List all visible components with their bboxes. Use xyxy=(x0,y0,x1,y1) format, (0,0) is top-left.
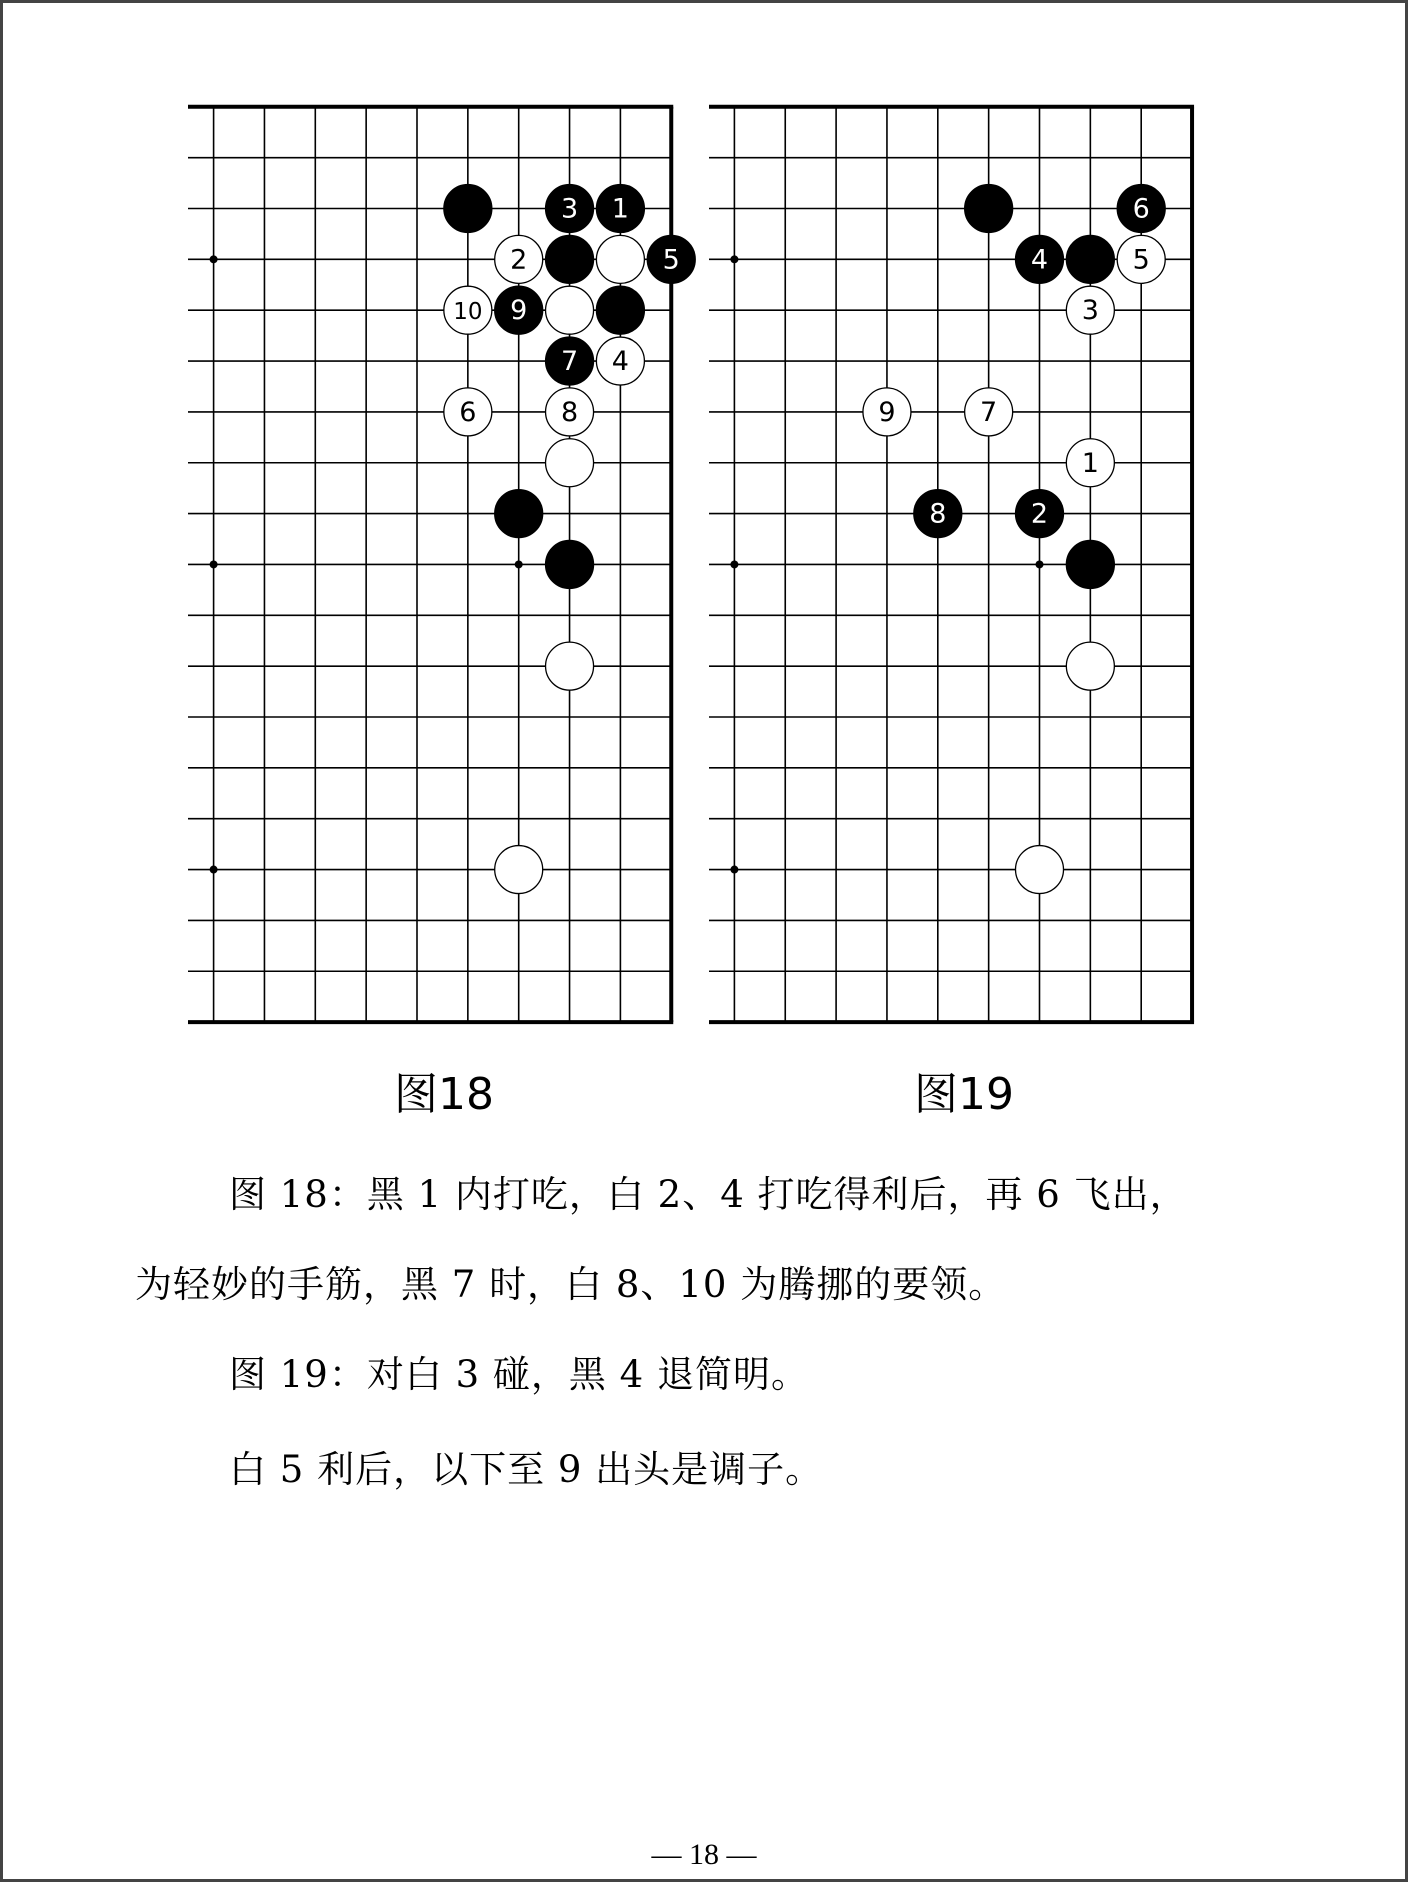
white-stone xyxy=(546,439,594,487)
stone-move-number: 4 xyxy=(1030,244,1049,276)
paragraph-line-4: 白 5 利后，以下至 9 出头是调子。 xyxy=(229,1448,824,1491)
stone-move-number: 9 xyxy=(878,396,896,428)
stone-move-number: 4 xyxy=(611,346,629,378)
star-point xyxy=(210,560,218,568)
stone-move-number: 7 xyxy=(560,346,579,378)
star-point xyxy=(515,560,523,568)
stone-move-number: 5 xyxy=(662,244,680,276)
stone-move-number: 2 xyxy=(510,244,528,276)
stone-move-number: 8 xyxy=(560,396,579,428)
star-point xyxy=(210,255,218,263)
black-stone xyxy=(495,490,543,538)
diagram-caption-18: 图18 xyxy=(394,1069,494,1120)
diagram-caption-19: 图19 xyxy=(914,1069,1014,1120)
stone-move-number: 6 xyxy=(1132,193,1150,225)
black-stone xyxy=(546,235,594,283)
paragraph-line-2: 为轻妙的手筋，黑 7 时，白 8、10 为腾挪的要领。 xyxy=(135,1263,1007,1306)
black-stone xyxy=(965,185,1013,233)
black-stone xyxy=(1066,540,1114,588)
stone-move-number: 5 xyxy=(1132,244,1150,276)
paragraph-line-3: 图 19：对白 3 碰，黑 4 退简明。 xyxy=(229,1353,809,1396)
white-stone xyxy=(1066,642,1114,690)
stone-move-number: 2 xyxy=(1030,498,1049,530)
white-stone xyxy=(495,846,543,894)
stone-move-number: 9 xyxy=(510,295,528,327)
white-stone xyxy=(546,642,594,690)
star-point xyxy=(1036,560,1044,568)
stone-move-number: 7 xyxy=(980,396,998,428)
stone-move-number: 3 xyxy=(1081,295,1099,327)
white-stone xyxy=(1016,846,1064,894)
star-point xyxy=(730,866,738,874)
stone-move-number: 8 xyxy=(929,498,947,530)
stone-move-number: 6 xyxy=(459,396,477,428)
page-number: — 18 — xyxy=(651,1838,757,1871)
black-stone xyxy=(596,286,644,334)
stone-move-number: 10 xyxy=(453,299,483,326)
star-point xyxy=(210,866,218,874)
star-point xyxy=(730,255,738,263)
stone-move-number: 1 xyxy=(1081,447,1099,479)
white-stone xyxy=(546,286,594,334)
black-stone xyxy=(444,185,492,233)
paragraph-line-1: 图 18：黑 1 内打吃，白 2、4 打吃得利后，再 6 飞出， xyxy=(229,1173,1188,1216)
stone-move-number: 3 xyxy=(560,193,579,225)
star-point xyxy=(730,560,738,568)
black-stone xyxy=(546,540,594,588)
black-stone xyxy=(1066,235,1114,283)
stone-move-number: 1 xyxy=(611,193,629,225)
white-stone xyxy=(596,235,644,283)
